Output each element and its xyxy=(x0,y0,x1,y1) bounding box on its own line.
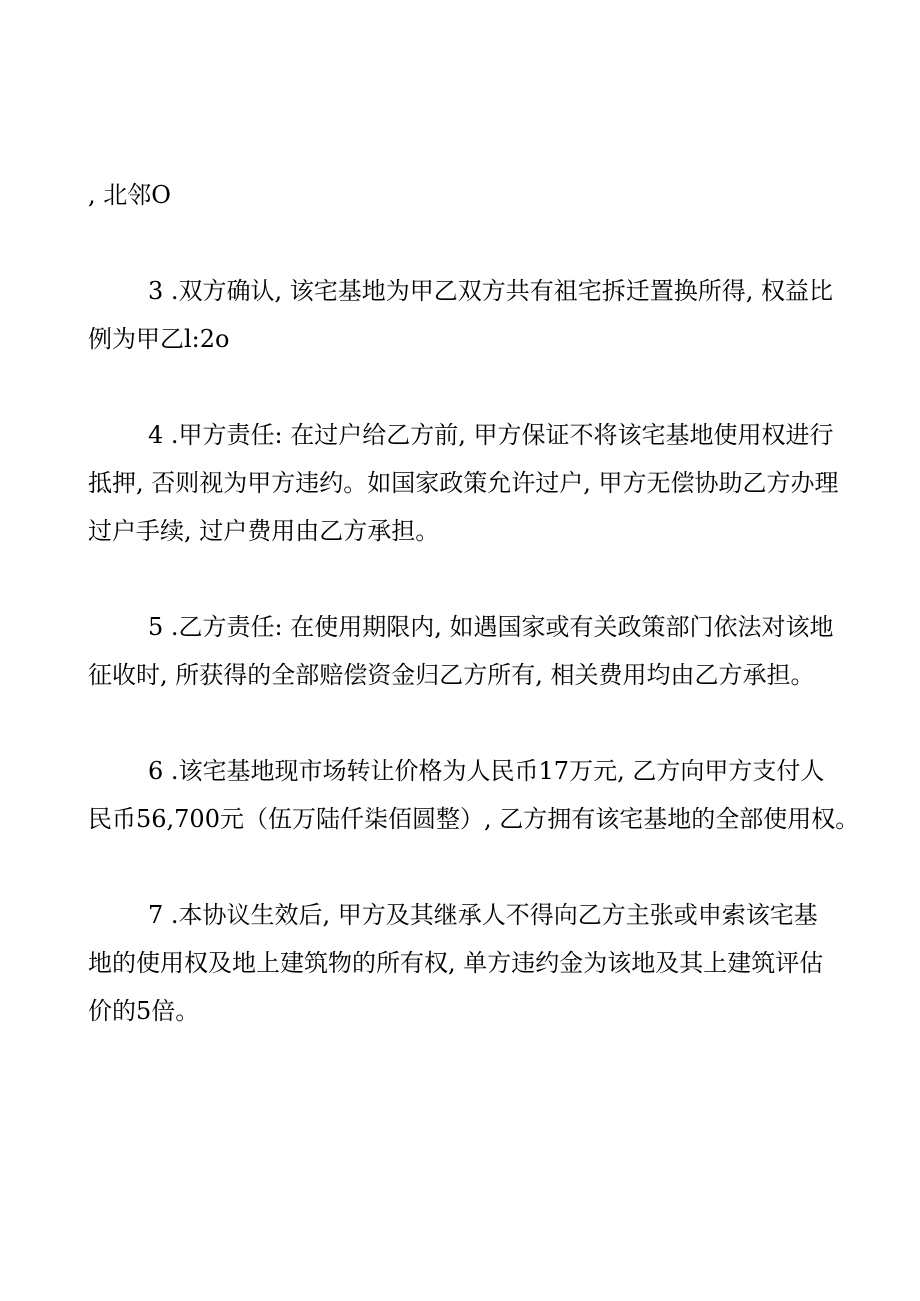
clause-4-line-2: 抵押, 否则视为甲方违约。如国家政策允许过户, 甲方无偿协助乙方办理 xyxy=(88,469,839,497)
clause-number: 7 xyxy=(148,901,164,929)
clause-3-line-2: 例为甲乙l:2o xyxy=(88,325,230,353)
clause-6-line-1 xyxy=(148,756,824,786)
continuation-line: , 北邻O xyxy=(88,181,171,209)
clause-7-line-1 xyxy=(148,900,818,930)
clause-number: 6 xyxy=(148,757,164,785)
clause-number: 5 xyxy=(148,613,164,641)
clause-7-line-2: 地的使用权及地上建筑物的所有权, 单方违约金为该地及其上建筑评估 xyxy=(88,949,824,977)
clause-6-line-2: 民币56,700元（伍万陆仟柒佰圆整）, 乙方拥有该宅基地的全部使用权。 xyxy=(88,805,860,833)
clause-text: .该宅基地现市场转让价格为人民币17万元, 乙方向甲方支付人 xyxy=(163,757,825,785)
clause-7-line-3: 价的5倍。 xyxy=(88,997,200,1025)
clause-text: .甲方责任: 在过户给乙方前, 甲方保证不将该宅基地使用权进行 xyxy=(163,421,834,449)
clause-number: 3 xyxy=(148,277,164,305)
clause-5-line-2: 征收时, 所获得的全部赔偿资金归乙方所有, 相关费用均由乙方承担。 xyxy=(88,661,815,689)
clause-3-line-1 xyxy=(148,276,833,306)
clause-text: .乙方责任: 在使用期限内, 如遇国家或有关政策部门依法对该地 xyxy=(163,613,834,641)
clause-text: .本协议生效后, 甲方及其继承人不得向乙方主张或申索该宅基 xyxy=(163,901,818,929)
clause-text: .双方确认, 该宅基地为甲乙双方共有祖宅拆迁置换所得, 权益比 xyxy=(163,277,834,305)
clause-4-line-1 xyxy=(148,420,834,450)
clause-5-line-1 xyxy=(148,612,834,642)
clause-number: 4 xyxy=(148,421,164,449)
clause-4-line-3: 过户手续, 过户费用由乙方承担。 xyxy=(88,517,440,545)
